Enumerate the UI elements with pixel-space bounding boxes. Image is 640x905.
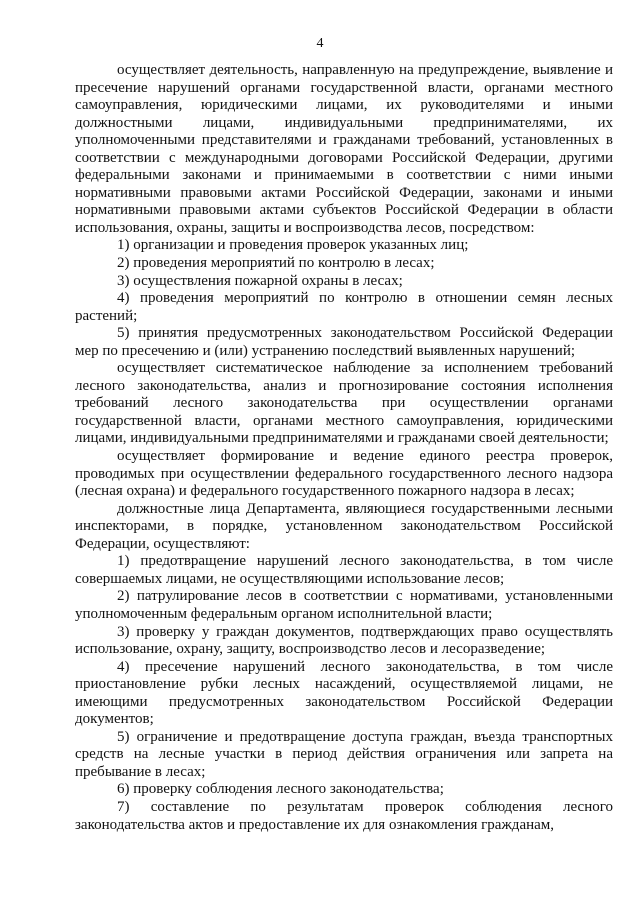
list-item: 3) осуществления пожарной охраны в лесах; (117, 272, 403, 289)
page-number: 4 (316, 36, 324, 51)
paragraph-intro: осуществляет деятельность, направленную на предупреждение, выявление и пресечение нарушений органами государственной власти, органами местного самоуправления, юридическими лицами, их руководителями и иными должностными лицами, индивидуальными предпринимателями, их уполномоченными представителями и гражданами требований, установленных в соответствии с международными договорами Российской Федерации, другими федеральными законами и принимаемыми в соответствии с ними иными нормативными правовыми актами Российской Федерации, законами и иными нормативными правовыми актами субъектов Российской Федерации в области использования, охраны, защиты и воспроизводства лесов, посредством: (75, 62, 613, 236)
list-item: 1) организации и проведения проверок указанных лиц; (117, 237, 469, 254)
list-item: 5) принятия предусмотренных законодательством Российской Федерации мер по пресечению и (или) устранению последствий выявленных нарушений; (75, 325, 613, 359)
list-item: 3) проверку у граждан документов, подтверждающих право осуществлять использование, охрану, защиту, воспроизводство лесов и лесоразведение; (75, 623, 613, 658)
paragraph: осуществляет систематическое наблюдение за исполнением требований лесного законодательства, анализ и прогнозирование состояния исполнения требований лесного законодательства при осуществлении органами государственной власти, органами местного самоуправления, юридическими лицами, индивидуальными предпринимателями и гражданами своей деятельности; (75, 360, 613, 447)
list-item: 7) составление по результатам проверок соблюдения лесного законодательства актов и предоставление их для ознакомления гражданам, (75, 798, 613, 833)
list-item: 1) предотвращение нарушений лесного законодательства, в том числе совершаемых лицами, не осуществляющими использование лесов; (75, 553, 613, 587)
list-item: 4) пресечение нарушений лесного законодательства, в том числе приостановление рубки лесных насаждений, осуществляемой лицами, не имеющими предусмотренных законодательством Российской Федерации документов; (75, 658, 613, 728)
list-item: 4) проведения мероприятий по контролю в отношении семян лесных растений; (75, 290, 613, 324)
list-item: 2) патрулирование лесов в соответствии с нормативами, установленными уполномоченным федеральным органом исполнительной власти; (75, 588, 613, 622)
list-item: 5) ограничение и предотвращение доступа граждан, въезда транспортных средств на лесные участки в период действия ограничения или запрета на пребывание в лесах; (75, 728, 613, 780)
paragraph: осуществляет формирование и ведение единого реестра проверок, проводимых при осуществлении федерального государственного лесного надзора (лесная охрана) и федерального государственного пожарного надзора в лесах; (75, 448, 613, 500)
list-item: 2) проведения мероприятий по контролю в лесах; (117, 255, 435, 272)
paragraph: должностные лица Департамента, являющиеся государственными лесными инспекторами, в порядке, установленном законодательством Российской Федерации, осуществляют: (75, 500, 613, 552)
document-body (75, 62, 613, 834)
list-item: 6) проверку соблюдения лесного законодательства; (117, 781, 444, 798)
